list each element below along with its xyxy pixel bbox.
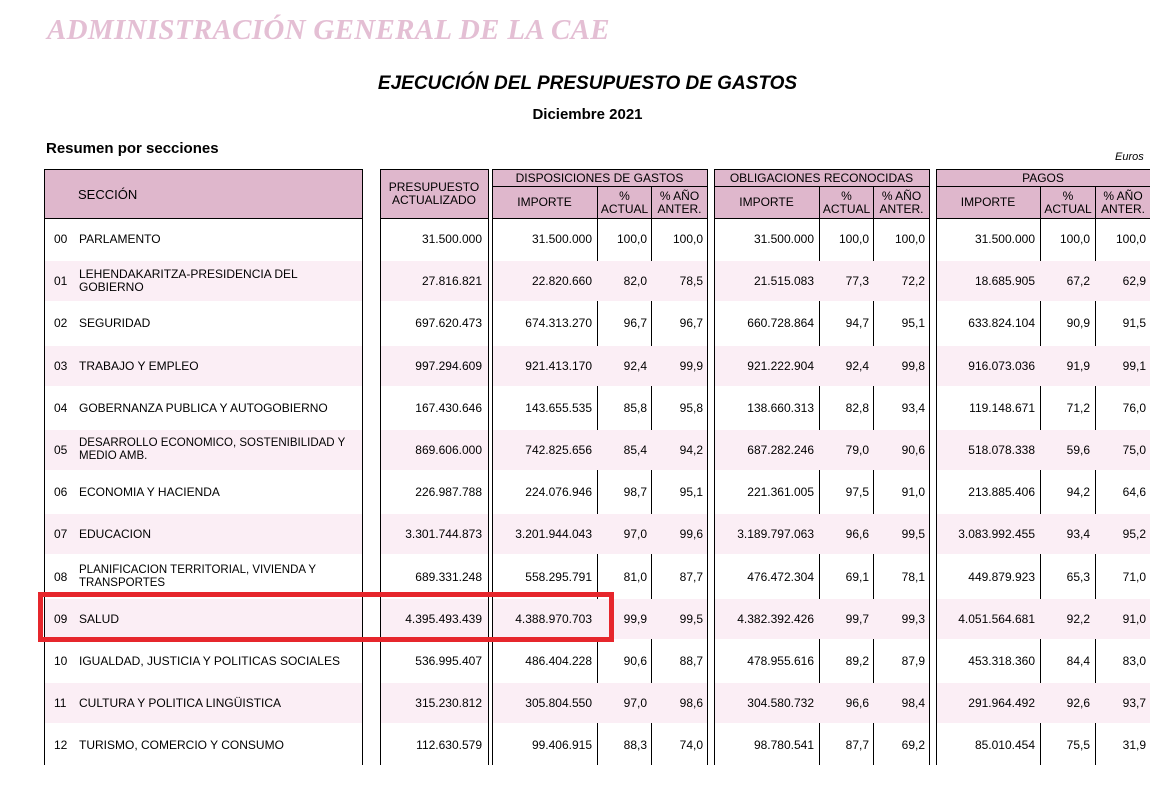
column-rule	[362, 169, 363, 765]
pagos-anter-value: 71,0	[1122, 569, 1146, 584]
pagos-actual-value: 90,9	[1066, 315, 1090, 330]
highlight-box	[38, 592, 614, 642]
oblig-importe-value: 21.515.083	[753, 273, 814, 288]
section-code: 04	[54, 400, 68, 415]
disp-actual-value: 81,0	[623, 569, 647, 584]
oblig-anter-value: 99,8	[901, 358, 925, 373]
oblig-importe-value: 478.955.616	[747, 653, 814, 668]
pagos-anter-header	[1096, 187, 1150, 218]
oblig-actual-value: 77,3	[845, 273, 869, 288]
section-code: 09	[54, 611, 68, 626]
section-code: 08	[54, 569, 68, 584]
oblig-anter-value: 98,4	[901, 695, 925, 710]
disp-importe-value: 224.076.946	[525, 484, 592, 499]
pagos-actual-header	[1041, 187, 1095, 218]
disp-anter-value: 99,9	[679, 358, 703, 373]
column-rule	[929, 169, 930, 765]
report-subtitle: Resumen por secciones	[46, 140, 219, 157]
presupuesto-value: 27.816.821	[421, 273, 482, 288]
disp-anter-value: 94,2	[679, 442, 703, 457]
section-name: CULTURA Y POLITICA LINGÜISTICA	[79, 695, 282, 710]
oblig-actual-value: 97,5	[845, 484, 869, 499]
disp-importe-value: 305.804.550	[525, 695, 592, 710]
group-disp-label: DISPOSICIONES DE GASTOS	[515, 170, 684, 185]
section-code: 07	[54, 526, 68, 541]
group-pagos	[936, 170, 1150, 186]
oblig-anter-value: 87,9	[901, 653, 925, 668]
pagos-anter-value: 76,0	[1122, 400, 1146, 415]
disp-actual-value: 100,0	[616, 231, 647, 246]
disp-actual-value: 85,4	[623, 442, 647, 457]
oblig-anter-header	[874, 187, 929, 218]
pagos-importe-value: 518.078.338	[968, 442, 1035, 457]
disp-importe-label: IMPORTE	[517, 195, 572, 209]
disp-anter-header	[652, 187, 707, 218]
pagos-anter-label: % AÑO ANTER.	[1100, 188, 1145, 216]
oblig-actual-value: 87,7	[845, 737, 869, 752]
oblig-importe-header	[714, 187, 819, 218]
disp-anter-label: % AÑO ANTER.	[657, 188, 702, 216]
units-label: Euros	[1115, 151, 1144, 163]
disp-anter-value: 95,1	[679, 484, 703, 499]
section-name: LEHENDAKARITZA-PRESIDENCIA DEL GOBIERNO	[79, 267, 298, 294]
pagos-actual-value: 71,2	[1066, 400, 1090, 415]
pagos-anter-value: 95,2	[1122, 526, 1146, 541]
header-presupuesto	[380, 170, 488, 218]
pagos-actual-value: 91,9	[1066, 358, 1090, 373]
pagos-importe-value: 3.083.992.455	[958, 526, 1035, 541]
pagos-anter-value: 99,1	[1122, 358, 1146, 373]
section-code: 02	[54, 315, 68, 330]
disp-actual-header	[598, 187, 651, 218]
section-name: DESARROLLO ECONOMICO, SOSTENIBILIDAD Y MEDIO AMB.	[79, 437, 346, 462]
pagos-anter-value: 93,7	[1122, 695, 1146, 710]
disp-importe-value: 921.413.170	[525, 358, 592, 373]
header-group-rule	[492, 186, 707, 187]
oblig-importe-value: 921.222.904	[747, 358, 814, 373]
header-group-rule	[714, 186, 929, 187]
oblig-importe-value: 476.472.304	[747, 569, 814, 584]
section-name: TURISMO, COMERCIO Y CONSUMO	[79, 737, 284, 752]
disp-actual-value: 82,0	[623, 273, 647, 288]
section-code: 12	[54, 737, 68, 752]
disp-anter-value: 99,5	[679, 611, 703, 626]
pagos-importe-value: 85.010.454	[974, 737, 1035, 752]
disp-importe-value: 486.404.228	[525, 653, 592, 668]
disp-actual-value: 88,3	[623, 737, 647, 752]
pagos-anter-value: 83,0	[1122, 653, 1146, 668]
oblig-actual-value: 79,0	[845, 442, 869, 457]
section-code: 11	[54, 695, 67, 710]
report-date: Diciembre 2021	[532, 106, 643, 123]
oblig-importe-value: 3.189.797.063	[737, 526, 814, 541]
presupuesto-value: 226.987.788	[415, 484, 482, 499]
oblig-actual-value: 96,6	[845, 695, 869, 710]
oblig-actual-value: 89,2	[845, 653, 869, 668]
pagos-anter-value: 31,9	[1122, 737, 1146, 752]
group-oblig-label: OBLIGACIONES RECONOCIDAS	[729, 170, 914, 185]
oblig-importe-value: 221.361.005	[747, 484, 814, 499]
report-title: EJECUCIÓN DEL PRESUPUESTO DE GASTOS	[377, 73, 798, 94]
oblig-importe-value: 4.382.392.426	[737, 611, 814, 626]
section-name: TRABAJO Y EMPLEO	[79, 358, 199, 373]
header-top-rule	[492, 169, 707, 170]
presupuesto-value: 31.500.000	[421, 231, 482, 246]
oblig-actual-value: 82,8	[845, 400, 869, 415]
disp-importe-value: 674.313.270	[525, 315, 592, 330]
section-code: 01	[54, 273, 68, 288]
disp-anter-value: 88,7	[679, 653, 703, 668]
disp-importe-value: 143.655.535	[525, 400, 592, 415]
oblig-importe-value: 660.728.864	[747, 315, 814, 330]
column-rule	[707, 169, 708, 765]
pagos-importe-value: 18.685.905	[974, 273, 1035, 288]
disp-actual-value: 98,7	[623, 484, 647, 499]
disp-actual-value: 96,7	[623, 315, 647, 330]
disp-actual-value: 97,0	[623, 695, 647, 710]
oblig-importe-value: 687.282.246	[747, 442, 814, 457]
oblig-importe-value: 31.500.000	[753, 231, 814, 246]
oblig-anter-value: 93,4	[901, 400, 925, 415]
disp-importe-value: 22.820.660	[531, 273, 592, 288]
disp-importe-value: 3.201.944.043	[515, 526, 592, 541]
section-code: 06	[54, 484, 68, 499]
header-seccion-label: SECCIÓN	[78, 186, 138, 202]
disp-actual-label: % ACTUAL	[600, 188, 649, 216]
presupuesto-value: 689.331.248	[415, 569, 482, 584]
oblig-anter-value: 100,0	[894, 231, 925, 246]
pagos-importe-value: 213.885.406	[968, 484, 1035, 499]
section-name: IGUALDAD, JUSTICIA Y POLITICAS SOCIALES	[79, 653, 340, 668]
presupuesto-value: 536.995.407	[415, 653, 482, 668]
pagos-actual-value: 92,6	[1066, 695, 1090, 710]
disp-actual-value: 92,4	[623, 358, 647, 373]
pagos-anter-value: 64,6	[1122, 484, 1146, 499]
pagos-importe-label: IMPORTE	[960, 195, 1016, 209]
pagos-importe-value: 31.500.000	[974, 231, 1035, 246]
pagos-actual-value: 84,4	[1066, 653, 1090, 668]
oblig-actual-label: % ACTUAL	[822, 188, 871, 216]
oblig-anter-value: 95,1	[901, 315, 925, 330]
presupuesto-value: 167.430.646	[415, 400, 482, 415]
disp-actual-value: 90,6	[623, 653, 647, 668]
section-name: PLANIFICACION TERRITORIAL, VIVIENDA Y TRANSPORTES	[79, 564, 316, 589]
oblig-anter-value: 99,3	[901, 611, 925, 626]
pagos-importe-header	[936, 187, 1040, 218]
group-oblig	[714, 170, 929, 186]
header-presupuesto-label: PRESUPUESTO ACTUALIZADO	[388, 180, 480, 207]
section-name: ECONOMIA Y HACIENDA	[79, 484, 220, 499]
disp-anter-value: 74,0	[679, 737, 703, 752]
header-top-rule	[936, 169, 1150, 170]
section-code: 10	[54, 653, 68, 668]
presupuesto-value: 3.301.744.873	[405, 526, 482, 541]
oblig-anter-label: % AÑO ANTER.	[879, 188, 924, 216]
pagos-importe-value: 633.824.104	[968, 315, 1035, 330]
oblig-actual-value: 94,7	[845, 315, 869, 330]
presupuesto-value: 697.620.473	[415, 315, 482, 330]
disp-anter-value: 98,6	[679, 695, 703, 710]
disp-importe-value: 558.295.791	[525, 569, 592, 584]
presupuesto-value: 112.630.579	[416, 737, 482, 752]
disp-anter-value: 78,5	[679, 273, 703, 288]
organization-heading: ADMINISTRACIÓN GENERAL DE LA CAE	[47, 14, 610, 46]
section-code: 05	[54, 442, 68, 457]
oblig-anter-value: 99,5	[901, 526, 925, 541]
section-name: PARLAMENTO	[79, 231, 161, 246]
disp-importe-value: 4.388.970.703	[515, 611, 592, 626]
pagos-actual-value: 67,2	[1066, 273, 1090, 288]
oblig-actual-value: 96,6	[845, 526, 869, 541]
disp-importe-header	[492, 187, 597, 218]
pagos-actual-value: 75,5	[1066, 737, 1090, 752]
disp-anter-value: 100,0	[672, 231, 703, 246]
pagos-actual-value: 94,2	[1066, 484, 1090, 499]
pagos-importe-value: 291.964.492	[968, 695, 1035, 710]
pagos-anter-value: 75,0	[1122, 442, 1146, 457]
header-group-rule	[936, 186, 1150, 187]
pagos-importe-value: 119.148.671	[969, 400, 1035, 415]
oblig-actual-header	[820, 187, 873, 218]
header-top-rule	[44, 169, 362, 170]
oblig-actual-value: 69,1	[845, 569, 869, 584]
oblig-anter-value: 69,2	[901, 737, 925, 752]
pagos-actual-value: 92,2	[1066, 611, 1090, 626]
disp-actual-value: 97,0	[623, 526, 647, 541]
section-code: 03	[54, 358, 68, 373]
pagos-anter-value: 100,0	[1115, 231, 1146, 246]
section-name: EDUCACION	[79, 526, 152, 541]
pagos-importe-value: 449.879.923	[968, 569, 1035, 584]
section-name: SEGURIDAD	[79, 315, 151, 330]
pagos-actual-label: % ACTUAL	[1044, 188, 1092, 216]
disp-importe-value: 99.406.915	[531, 737, 592, 752]
header-seccion	[44, 170, 362, 218]
disp-anter-value: 87,7	[679, 569, 703, 584]
oblig-importe-value: 98.780.541	[753, 737, 814, 752]
disp-anter-value: 99,6	[679, 526, 703, 541]
pagos-importe-value: 916.073.036	[968, 358, 1035, 373]
pagos-anter-value: 62,9	[1122, 273, 1146, 288]
pagos-anter-value: 91,5	[1122, 315, 1146, 330]
pagos-actual-value: 59,6	[1066, 442, 1090, 457]
group-disp	[492, 170, 707, 186]
pagos-anter-value: 91,0	[1122, 611, 1146, 626]
header-top-rule	[714, 169, 929, 170]
pagos-importe-value: 453.318.360	[968, 653, 1035, 668]
presupuesto-value: 4.395.493.439	[405, 611, 482, 626]
header-top-rule	[380, 169, 488, 170]
pagos-importe-value: 4.051.564.681	[958, 611, 1035, 626]
presupuesto-value: 315.230.812	[415, 695, 482, 710]
disp-actual-value: 85,8	[623, 400, 647, 415]
oblig-anter-value: 72,2	[901, 273, 925, 288]
group-pagos-label: PAGOS	[1022, 170, 1064, 185]
oblig-importe-value: 138.660.313	[747, 400, 814, 415]
pagos-actual-value: 65,3	[1066, 569, 1090, 584]
disp-importe-value: 31.500.000	[531, 231, 592, 246]
oblig-anter-value: 78,1	[901, 569, 925, 584]
oblig-importe-value: 304.580.732	[747, 695, 814, 710]
disp-anter-value: 96,7	[679, 315, 703, 330]
oblig-importe-label: IMPORTE	[739, 195, 794, 209]
section-name: GOBERNANZA PUBLICA Y AUTOGOBIERNO	[79, 400, 328, 415]
section-name: SALUD	[79, 611, 120, 626]
disp-importe-value: 742.825.656	[525, 442, 592, 457]
oblig-actual-value: 100,0	[838, 231, 869, 246]
oblig-actual-value: 99,7	[845, 611, 869, 626]
oblig-actual-value: 92,4	[845, 358, 869, 373]
disp-actual-value: 99,9	[623, 611, 647, 626]
oblig-anter-value: 91,0	[901, 484, 925, 499]
pagos-actual-value: 93,4	[1066, 526, 1090, 541]
column-rule	[488, 169, 489, 765]
presupuesto-value: 997.294.609	[415, 358, 482, 373]
pagos-actual-value: 100,0	[1059, 231, 1090, 246]
presupuesto-value: 869.606.000	[415, 442, 482, 457]
disp-anter-value: 95,8	[679, 400, 703, 415]
oblig-anter-value: 90,6	[901, 442, 925, 457]
section-code: 00	[54, 231, 68, 246]
